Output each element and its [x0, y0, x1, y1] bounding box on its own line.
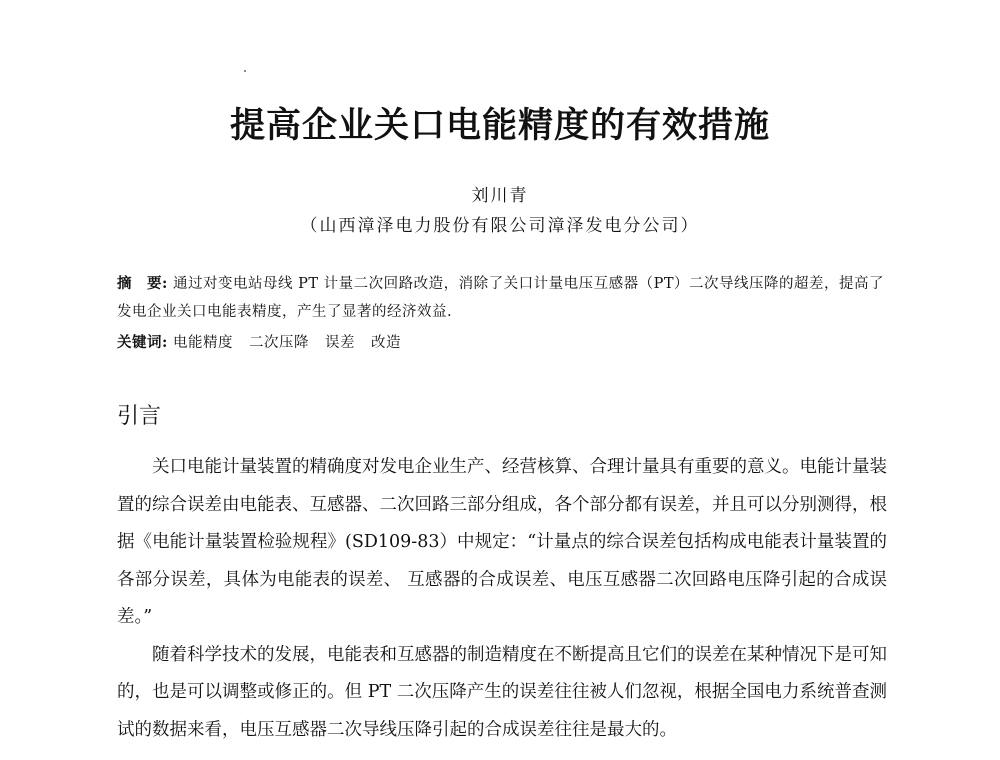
author-name: 刘川青 [471, 186, 529, 206]
keywords [117, 330, 887, 356]
body-text [117, 449, 887, 749]
abstract-label: 摘 要: [117, 275, 168, 292]
body-paragraph: 随着科学技术的发展，电能表和互感器的制造精度在不断提高且它们的误差在某种情况下是可知的，也是可以调整或修正的。但 PT 二次压降产生的误差往往被人们忽视，根据全国电力系统普查测试的数据来看，电压互感器二次导线压降引起的合成误差往往是最大的。 [117, 644, 887, 740]
keywords-label: 关键词: [117, 334, 168, 351]
keyword-item: 二次压降 [248, 335, 309, 351]
scan-speck [244, 70, 246, 72]
keyword-item: 电能精度 [172, 335, 233, 351]
abstract [117, 270, 887, 326]
abstract-text: 通过对变电站母线 PT 计量二次回路改造，消除了关口计量电压互感器（PT）二次导线压降的超差，提高了发电企业关口电能表精度，产生了显著的经济效益. [117, 276, 885, 320]
author-affiliation: （山西漳泽电力股份有限公司漳泽发电分公司） [300, 216, 700, 236]
keyword-item: 改造 [370, 335, 401, 351]
keyword-item: 误差 [324, 335, 355, 351]
section-heading-introduction: 引言 [117, 404, 162, 429]
body-paragraph: 关口电能计量装置的精确度对发电企业生产、经营核算、合理计量具有重要的意义。电能计量装置的综合误差由电能表、互感器、二次回路三部分组成，各个部分都有误差，并且可以分别测得，根据《电能计量装置检验规程》(SD109-83）中规定：“计量点的综合误差包括构成电能表计量装置的各部分误差，具体为电能表的误差、 互感器的合成误差、电压互感器二次回路电压降引起的合成误差。” [117, 457, 887, 627]
paper-title: 提高企业关口电能精度的有效措施 [229, 106, 770, 146]
